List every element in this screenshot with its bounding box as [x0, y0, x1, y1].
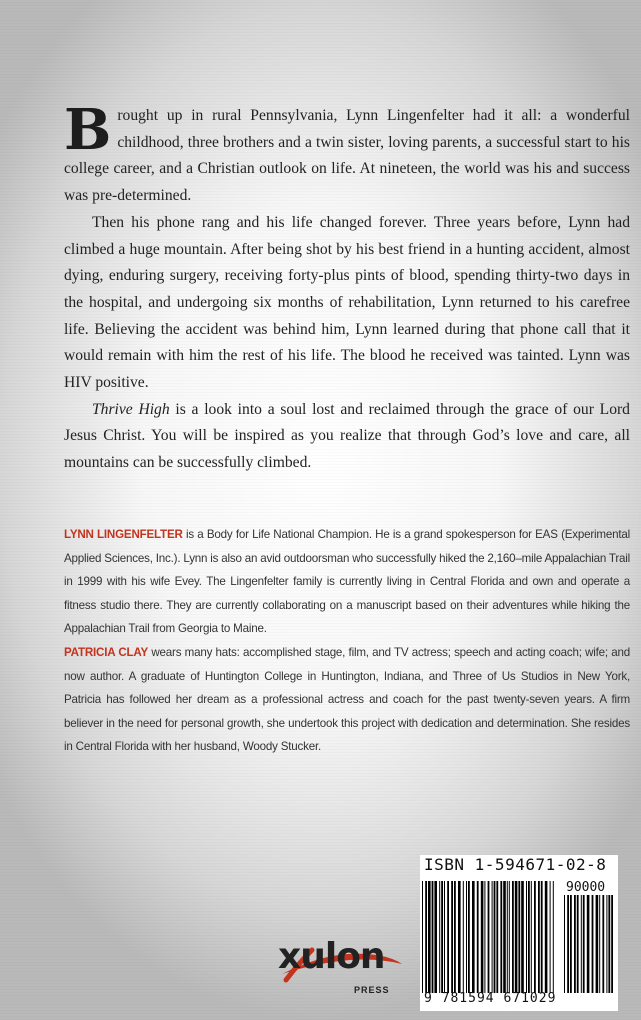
barcode-bar — [451, 881, 453, 993]
barcode-bar — [587, 895, 590, 993]
barcode-addon-bars — [562, 895, 616, 993]
barcode-bar — [545, 881, 548, 993]
author-name-lynn: LYNN LINGENFELTER — [64, 528, 183, 541]
isbn-barcode — [420, 855, 618, 1011]
barcode-bar — [484, 881, 485, 993]
barcode-bar — [458, 881, 461, 993]
barcode-bar — [518, 881, 520, 993]
barcode-bar — [492, 881, 493, 993]
barcode-bar — [444, 881, 445, 993]
barcode-bar — [538, 881, 540, 993]
author-bio-lynn — [64, 523, 630, 641]
barcode-bar — [466, 881, 467, 993]
barcode-bar — [570, 895, 572, 993]
author-bio-lynn-text: is a Body for Life National Champion. He is a grand spokesperson for EAS (Experimental Applied Sciences, Inc.). Lynn is also an avid outdoorsman who successfully hiked the 2,160–mile Appalachian Trail in 1999 with his wife Evey. The Lingenfelter family is currently living in Central Florida and own and operate a fitness studio there. They are currently collaborating on a manuscript based on their adventures while hiking the Appalachian Trail from Georgia to Maine. — [64, 528, 631, 636]
barcode-bar — [583, 895, 585, 993]
barcode-bar — [428, 881, 431, 993]
blurb-paragraph-3 — [64, 397, 630, 477]
barcode-bar — [581, 895, 582, 993]
barcode-bar — [494, 881, 496, 993]
blurb-p1-text: rought up in rural Pennsylvania, Lynn Lingenfelter had it all: a wonderful childhood, three brothers and a twin sister, loving parents, a successful start to his college career, and a Christian outlook on life. At nineteen, the world was his and success was pre-determined. — [64, 107, 630, 205]
barcode-bar — [488, 881, 490, 993]
barcode-bar — [528, 881, 530, 993]
barcode-bar — [526, 881, 527, 993]
barcode-bar — [507, 881, 508, 993]
barcode-bar — [509, 881, 510, 993]
barcode-bar — [422, 881, 423, 993]
barcode-bar — [531, 881, 532, 993]
barcode-bar — [567, 895, 569, 993]
barcode-bar — [611, 895, 613, 993]
barcode-bar — [592, 895, 594, 993]
barcode-bar — [434, 881, 437, 993]
barcode-bar — [574, 895, 576, 993]
blurb-paragraph-1 — [64, 97, 630, 210]
barcode-bar — [425, 881, 427, 993]
back-cover-blurb — [64, 97, 630, 477]
barcode-bar — [432, 881, 434, 993]
barcode-bar — [608, 895, 610, 993]
author-bio-patricia-text: wears many hats: accomplished stage, film, and TV actress; speech and acting coach; wife; and now author. A graduate of Huntington College in Huntington, Indiana, and Three of Us Studios in New York, Patricia has followed her dream as a professional actress and coach for the past twenty-seven years. A firm believer in the need for personal growth, she undertook this project with dedication and determination. She resides in Central Florida with her husband, Woody Stucker. — [64, 646, 630, 754]
barcode-bar — [521, 881, 524, 993]
barcode-bar — [512, 881, 514, 993]
barcode-bar — [472, 881, 475, 993]
barcode-bar — [602, 895, 604, 993]
barcode-bar — [553, 881, 554, 993]
barcode-bar — [606, 895, 607, 993]
barcode-bar — [515, 881, 518, 993]
price-code: 90000 — [566, 880, 606, 895]
barcode-bar — [596, 895, 599, 993]
barcode-bar — [496, 881, 498, 993]
barcode-bar — [577, 895, 579, 993]
drop-cap: B — [64, 97, 112, 163]
author-name-patricia: PATRICIA CLAY — [64, 646, 149, 659]
barcode-bar — [439, 881, 440, 993]
book-title: Thrive High — [92, 400, 170, 418]
barcode-main-bars — [420, 881, 556, 993]
barcode-bar — [481, 881, 484, 993]
barcode-bar — [534, 881, 536, 993]
author-bio-patricia — [64, 641, 630, 759]
barcode-bar — [541, 881, 543, 993]
ean-number: 9 781594 671029 — [424, 991, 557, 1006]
barcode-bar — [503, 881, 506, 993]
barcode-bar — [463, 881, 464, 993]
publisher-logo — [278, 930, 408, 1010]
barcode-bar — [441, 881, 443, 993]
barcode-bar — [454, 881, 456, 993]
blurb-p3-text: is a look into a soul lost and reclaimed through the grace of our Lord Jesus Christ. You will be inspired as you realize that through God’s love and care, all mountains can be successfully climbed. — [64, 400, 630, 472]
publisher-name: xulon — [278, 936, 385, 977]
publisher-sub: PRESS — [354, 985, 390, 995]
barcode-bar — [599, 895, 600, 993]
barcode-bar — [477, 881, 479, 993]
blurb-paragraph-2: Then his phone rang and his life changed forever. Three years before, Lynn had climbed a huge mountain. After being shot by his best friend in a hunting accident, almost dying, enduring surgery, receiving forty-plus pints of blood, spending thirty-two days in the hospital, and undergoing six months of rehabilitation, Lynn returned to his carefree life. Believing the accident was behind him, Lynn learned during that phone call that it would remain with him the rest of his life. The blood he received was tainted. Lynn was HIV positive. — [64, 213, 630, 392]
barcode-bar — [447, 881, 449, 993]
barcode-bar — [468, 881, 470, 993]
barcode-bar — [550, 881, 551, 993]
barcode-bar — [500, 881, 502, 993]
isbn-number: ISBN 1-594671-02-8 — [424, 855, 607, 874]
barcode-bar — [564, 895, 565, 993]
